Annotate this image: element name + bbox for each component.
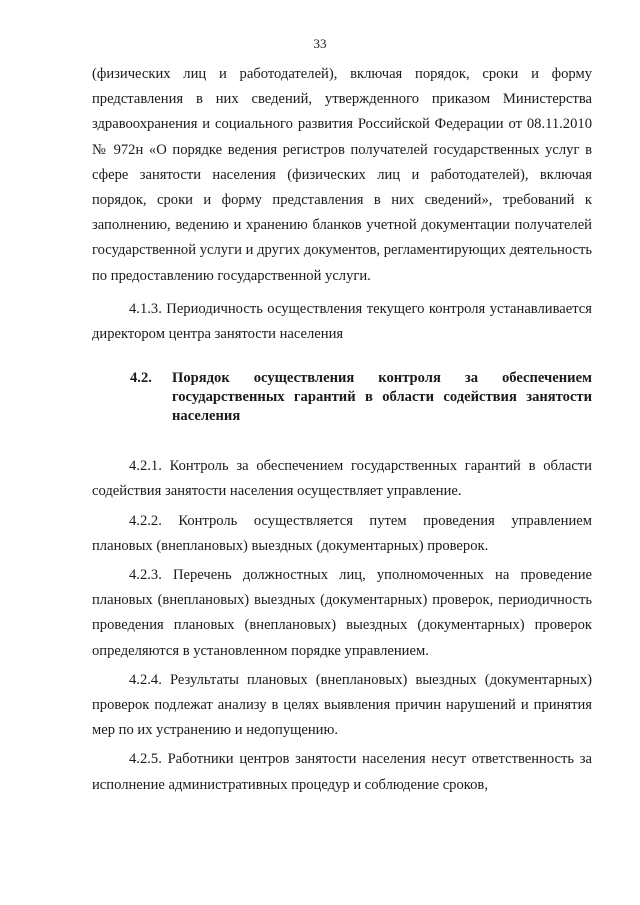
- paragraph-4-1-3: 4.1.3. Периодичность осуществления текущего контроля устанавливается директором центра занятости населения: [92, 300, 592, 343]
- paragraph-continuation: (физических лиц и работодателей), включая порядок, сроки и форму представления в них сведений, утвержденного приказом Министерства здравоохранения и социального развития Российской Федерации от 08.11.2010 № 972н «О порядке ведения регистров получателей государственных услуг в сфере занятости населения (физических лиц и работодателей), включая порядок, сроки и форму представления в них сведений», требований к заполнению, ведению и хранению бланков учетной документации получателей государственной услуги и других документов, регламентирующих деятельность по предоставлению государственной услуги.: [92, 66, 592, 284]
- paragraph-4-2-1: 4.2.1. Контроль за обеспечением государственных гарантий в области содействия занятости населения осуществляет управление.: [92, 458, 592, 500]
- paragraph-4-2-3: 4.2.3. Перечень должностных лиц, уполномоченных на проведение плановых (внеплановых) выездных (документарных) проверок, периодичность проведения плановых (внеплановых) выездных (документарных) проверок определяются в установленном порядке управлением.: [92, 567, 592, 659]
- paragraph-4-2-5: 4.2.5. Работники центров занятости населения несут ответственность за исполнение административных процедур и соблюдение сроков,: [92, 751, 592, 793]
- paragraph-4-2-4: 4.2.4. Результаты плановых (внеплановых) выездных (документарных) проверок подлежат анализу в целях выявления причин нарушений и принятия мер по их устранению и недопущению.: [92, 671, 592, 739]
- section-heading-4-2: [92, 369, 592, 426]
- paragraph-4-2-2: 4.2.2. Контроль осуществляется путем проведения управлением плановых (внеплановых) выездных (документарных) проверок.: [92, 512, 592, 554]
- section-title: Порядок осуществления контроля за обеспечением государственных гарантий в области содействия занятости населения: [172, 370, 592, 425]
- section-number: 4.2.: [130, 370, 152, 387]
- page-number: 33: [313, 36, 327, 51]
- document-body: [92, 62, 592, 798]
